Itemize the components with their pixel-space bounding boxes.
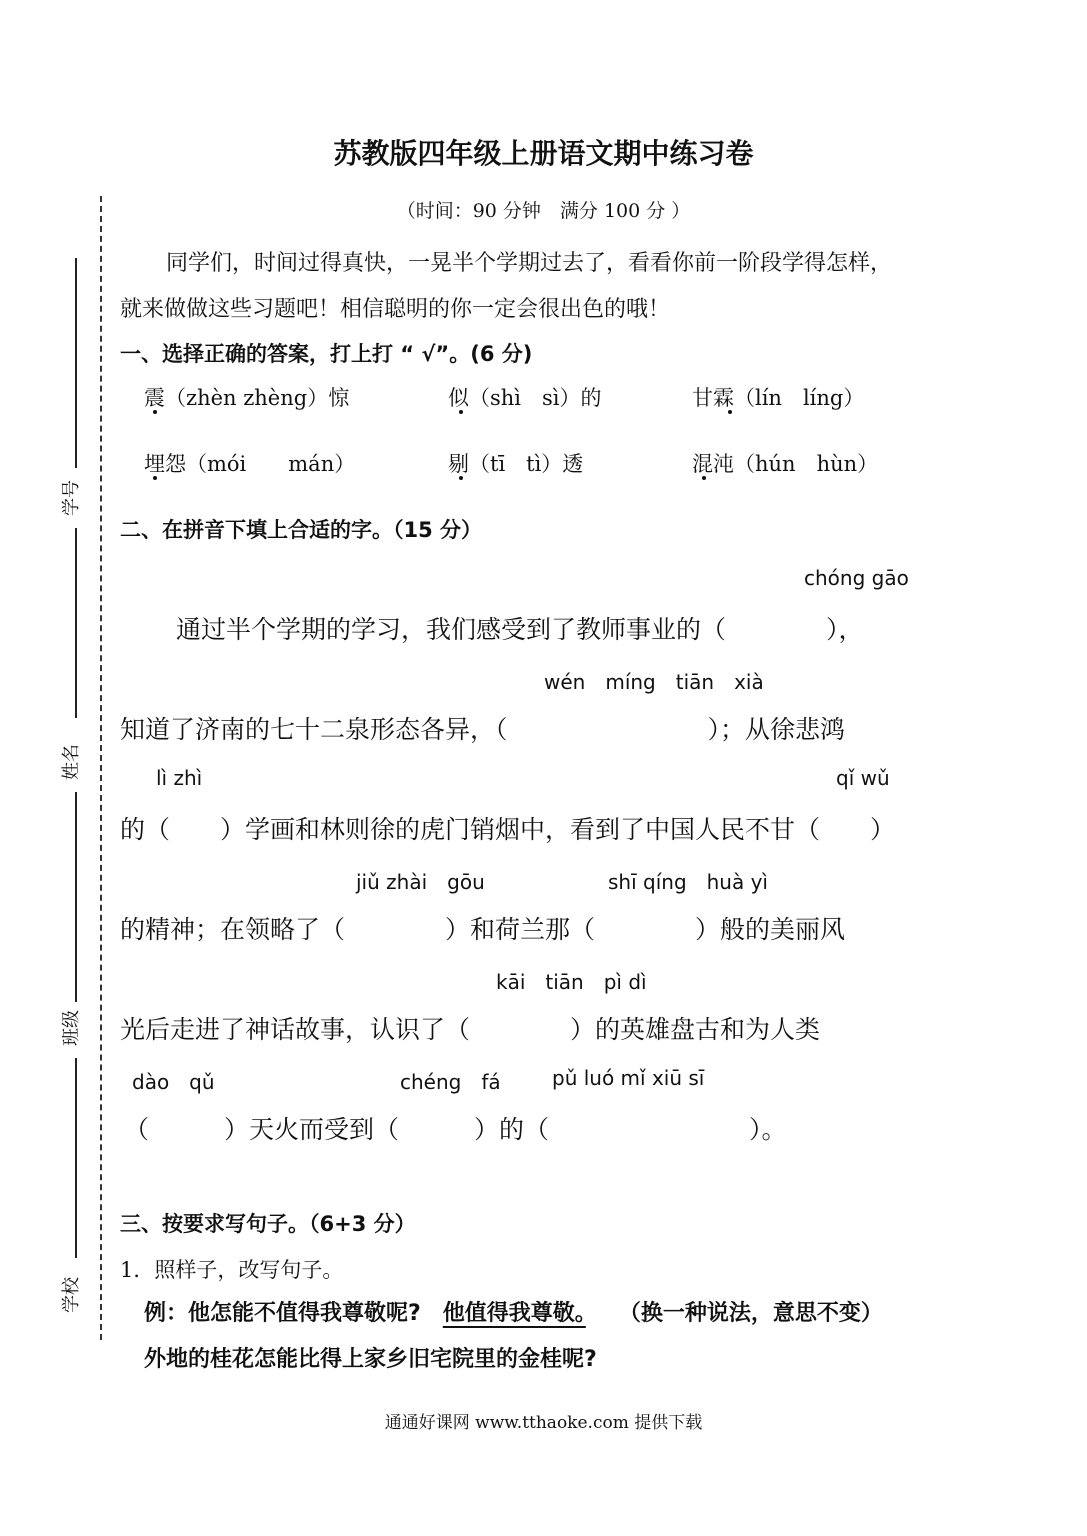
pinyin-prompt: shī qíng huà yì — [608, 870, 768, 894]
student-id-blank-line — [75, 258, 77, 468]
pinyin-prompt: kāi tiān pì dì — [496, 970, 647, 994]
pinyin-prompt: jiǔ zhài gōu — [356, 870, 485, 894]
pinyin-prompt: dào qǔ — [132, 1070, 215, 1094]
question-1-instruction: 1．照样子，改写句子。 — [120, 1258, 344, 1282]
choice-item: 混沌（hún hùn） — [692, 452, 879, 476]
class-blank-line — [75, 792, 77, 1002]
passage-line-5: 光后走进了神话故事，认识了（ ）的英雄盘古和为人类 — [120, 1015, 821, 1044]
example-note: （换一种说法，意思不变） — [629, 1301, 883, 1326]
example-prefix: 例：他怎能不值得我尊敬呢? — [144, 1301, 421, 1326]
section-3-heading: 三、按要求写句子。（6+3 分） — [120, 1212, 416, 1236]
name-label: 姓名 — [61, 744, 82, 780]
page-title: 苏教版四年级上册语文期中练习卷 — [333, 137, 754, 170]
school-blank-line — [75, 1058, 77, 1258]
name-blank-line — [75, 528, 77, 718]
passage-line-6: （ ）天火而受到（ ）的（ ）。 — [124, 1115, 787, 1144]
example-answer: 他值得我尊敬。 — [442, 1301, 586, 1326]
class-label: 班级 — [61, 1010, 82, 1046]
intro-line-1: 同学们，时间过得真快，一晃半个学期过去了，看看你前一阶段学得怎样， — [166, 251, 893, 276]
choice-item: 甘霖（lín líng） — [692, 386, 865, 410]
emphasis-dot — [153, 410, 157, 414]
emphasis-dot — [153, 476, 157, 480]
intro-line-2: 就来做做这些习题吧！相信聪明的你一定会很出色的哦！ — [120, 297, 671, 322]
question-sentence: 外地的桂花怎能比得上家乡旧宅院里的金桂呢? — [144, 1347, 597, 1372]
pinyin-prompt: chóng gāo — [804, 566, 909, 590]
section-2-heading: 二、在拼音下填上合适的字。（15 分） — [120, 518, 483, 542]
footer-credit: 通通好课网 www.tthaoke.com 提供下载 — [384, 1413, 703, 1433]
passage-line-3: 的（ ）学画和林则徐的虎门销烟中，看到了中国人民不甘（ ） — [120, 815, 896, 844]
emphasis-dot — [702, 476, 706, 480]
emphasis-dot — [459, 476, 463, 480]
choice-item: 埋怨（mói mán） — [144, 452, 356, 476]
pinyin-prompt: qǐ wǔ — [836, 766, 890, 790]
passage-line-2: 知道了济南的七十二泉形态各异，（ ）；从徐悲鸿 — [120, 715, 846, 744]
emphasis-dot — [459, 410, 463, 414]
example-sentence — [144, 1296, 883, 1327]
section-1-heading: 一、选择正确的答案，打上打 “ √”。(6 分) — [120, 342, 533, 366]
emphasis-dot — [728, 410, 732, 414]
exam-time-info: （时间：90 分钟 满分 100 分 ） — [396, 200, 691, 222]
passage-line-4: 的精神；在领略了（ ）和荷兰那（ ）般的美丽风 — [120, 915, 846, 944]
passage-line-1: 通过半个学期的学习，我们感受到了教师事业的（ ）， — [176, 615, 864, 644]
pinyin-prompt: chéng fá — [400, 1070, 501, 1094]
pinyin-prompt: wén míng tiān xià — [544, 670, 764, 694]
binding-dashed-line — [100, 196, 102, 1340]
student-id-label: 学号 — [61, 480, 82, 516]
choice-item: 似（shì sì）的 — [448, 386, 602, 410]
pinyin-prompt: pǔ luó mǐ xiū sī — [552, 1066, 705, 1090]
choice-item: 剔（tī tì）透 — [448, 452, 584, 476]
school-label: 学校 — [61, 1277, 82, 1313]
choice-item: 震（zhèn zhèng）惊 — [144, 386, 350, 410]
pinyin-prompt: lì zhì — [156, 766, 203, 790]
